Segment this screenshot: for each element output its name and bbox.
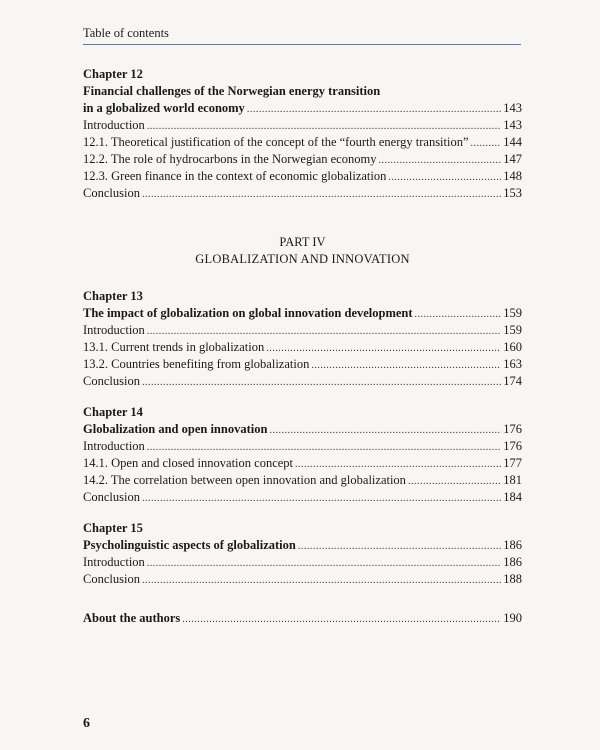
leader-dots (269, 422, 501, 439)
page-ref: 176 (503, 439, 522, 453)
chapter-title-row[interactable] (83, 537, 522, 554)
page-ref: 190 (503, 611, 522, 625)
leader-dots (142, 572, 501, 589)
leader-dots (147, 323, 501, 340)
page-ref: 177 (503, 456, 522, 470)
entry-title: Introduction (83, 555, 145, 569)
page-ref: 143 (503, 101, 522, 115)
entry-title: 14.1. Open and closed innovation concept (83, 456, 294, 470)
page-ref: 186 (503, 555, 522, 569)
chapter-15 (83, 520, 522, 588)
leader-dots (142, 374, 501, 391)
page-ref: 159 (503, 323, 522, 337)
entry-title: 14.2. The correlation between open innovation and globalization (83, 473, 406, 487)
page-ref: 147 (503, 152, 522, 166)
page-ref: 143 (503, 118, 522, 132)
entry-title: Introduction (83, 439, 145, 453)
entry-title: Conclusion (83, 186, 140, 200)
toc-entry[interactable] (83, 373, 522, 390)
leader-dots (147, 118, 501, 135)
leader-dots (408, 473, 501, 490)
toc-entry[interactable] (83, 151, 522, 168)
leader-dots (182, 611, 501, 628)
toc-entry[interactable] (83, 322, 522, 339)
chapter-title: The impact of globalization on global innovation development (83, 306, 413, 320)
entry-title: 12.1. Theoretical justification of the concept of the “fourth energy transition” (83, 135, 469, 149)
page-ref: 181 (503, 473, 522, 487)
chapter-14 (83, 404, 522, 506)
chapter-label: Chapter 14 (83, 405, 143, 419)
leader-dots (295, 456, 501, 473)
leader-dots (378, 152, 501, 169)
entry-title: 12.3. Green finance in the context of economic globalization (83, 169, 387, 183)
leader-dots (298, 538, 501, 555)
chapter-title-row[interactable] (83, 421, 522, 438)
chapter-label: Chapter 13 (83, 289, 143, 303)
page-ref: 144 (503, 135, 522, 149)
toc-entry[interactable] (83, 134, 522, 151)
page-ref: 153 (503, 186, 522, 200)
running-header: Table of contents (83, 26, 169, 40)
toc-entry[interactable] (83, 571, 522, 588)
about-authors-row[interactable] (83, 610, 522, 627)
leader-dots (266, 340, 501, 357)
page-ref: 176 (503, 422, 522, 436)
toc-entry[interactable] (83, 356, 522, 373)
leader-dots (142, 490, 501, 507)
entry-title: 13.1. Current trends in globalization (83, 340, 265, 354)
chapter-13 (83, 288, 522, 390)
entry-title: 12.2. The role of hydrocarbons in the Norwegian economy (83, 152, 377, 166)
part-title: GLOBALIZATION AND INNOVATION (195, 252, 410, 266)
chapter-label: Chapter 15 (83, 521, 143, 535)
page-ref: 159 (503, 306, 522, 320)
leader-dots (142, 186, 501, 203)
toc-entry[interactable] (83, 168, 522, 185)
entry-title: About the authors (83, 611, 181, 625)
chapter-title: in a globalized world economy (83, 101, 245, 115)
toc-entry[interactable] (83, 339, 522, 356)
entry-title: Conclusion (83, 374, 140, 388)
chapter-title: Globalization and open innovation (83, 422, 268, 436)
leader-dots (147, 555, 501, 572)
page-ref: 148 (503, 169, 522, 183)
toc-entry[interactable] (83, 455, 522, 472)
entry-title: Conclusion (83, 572, 140, 586)
chapter-title-row[interactable] (83, 305, 522, 322)
entry-title: 13.2. Countries benefiting from globalization (83, 357, 310, 371)
page-ref: 160 (503, 340, 522, 354)
page-ref: 188 (503, 572, 522, 586)
leader-dots (247, 101, 501, 118)
page-ref: 186 (503, 538, 522, 552)
chapter-title-line: Financial challenges of the Norwegian energy transition (83, 84, 381, 98)
part-number: PART IV (279, 235, 326, 249)
page-ref: 184 (503, 490, 522, 504)
leader-dots (311, 357, 501, 374)
entry-title: Introduction (83, 118, 145, 132)
page-ref: 163 (503, 357, 522, 371)
chapter-12 (83, 66, 522, 202)
toc-entry[interactable] (83, 117, 522, 134)
leader-dots (147, 439, 501, 456)
page-ref: 174 (503, 374, 522, 388)
toc-entry[interactable] (83, 489, 522, 506)
entry-title: Conclusion (83, 490, 140, 504)
table-of-contents (83, 66, 522, 627)
entry-title: Introduction (83, 323, 145, 337)
leader-dots (388, 169, 501, 186)
toc-entry[interactable] (83, 472, 522, 489)
chapter-title: Psycholinguistic aspects of globalization (83, 538, 296, 552)
leader-dots (415, 306, 502, 323)
chapter-title-row[interactable] (83, 100, 522, 117)
header-rule (83, 44, 521, 45)
chapter-label: Chapter 12 (83, 67, 143, 81)
toc-entry[interactable] (83, 438, 522, 455)
toc-entry[interactable] (83, 554, 522, 571)
part-heading (83, 234, 522, 268)
toc-entry[interactable] (83, 185, 522, 202)
leader-dots (471, 135, 502, 152)
page-number: 6 (83, 716, 90, 731)
